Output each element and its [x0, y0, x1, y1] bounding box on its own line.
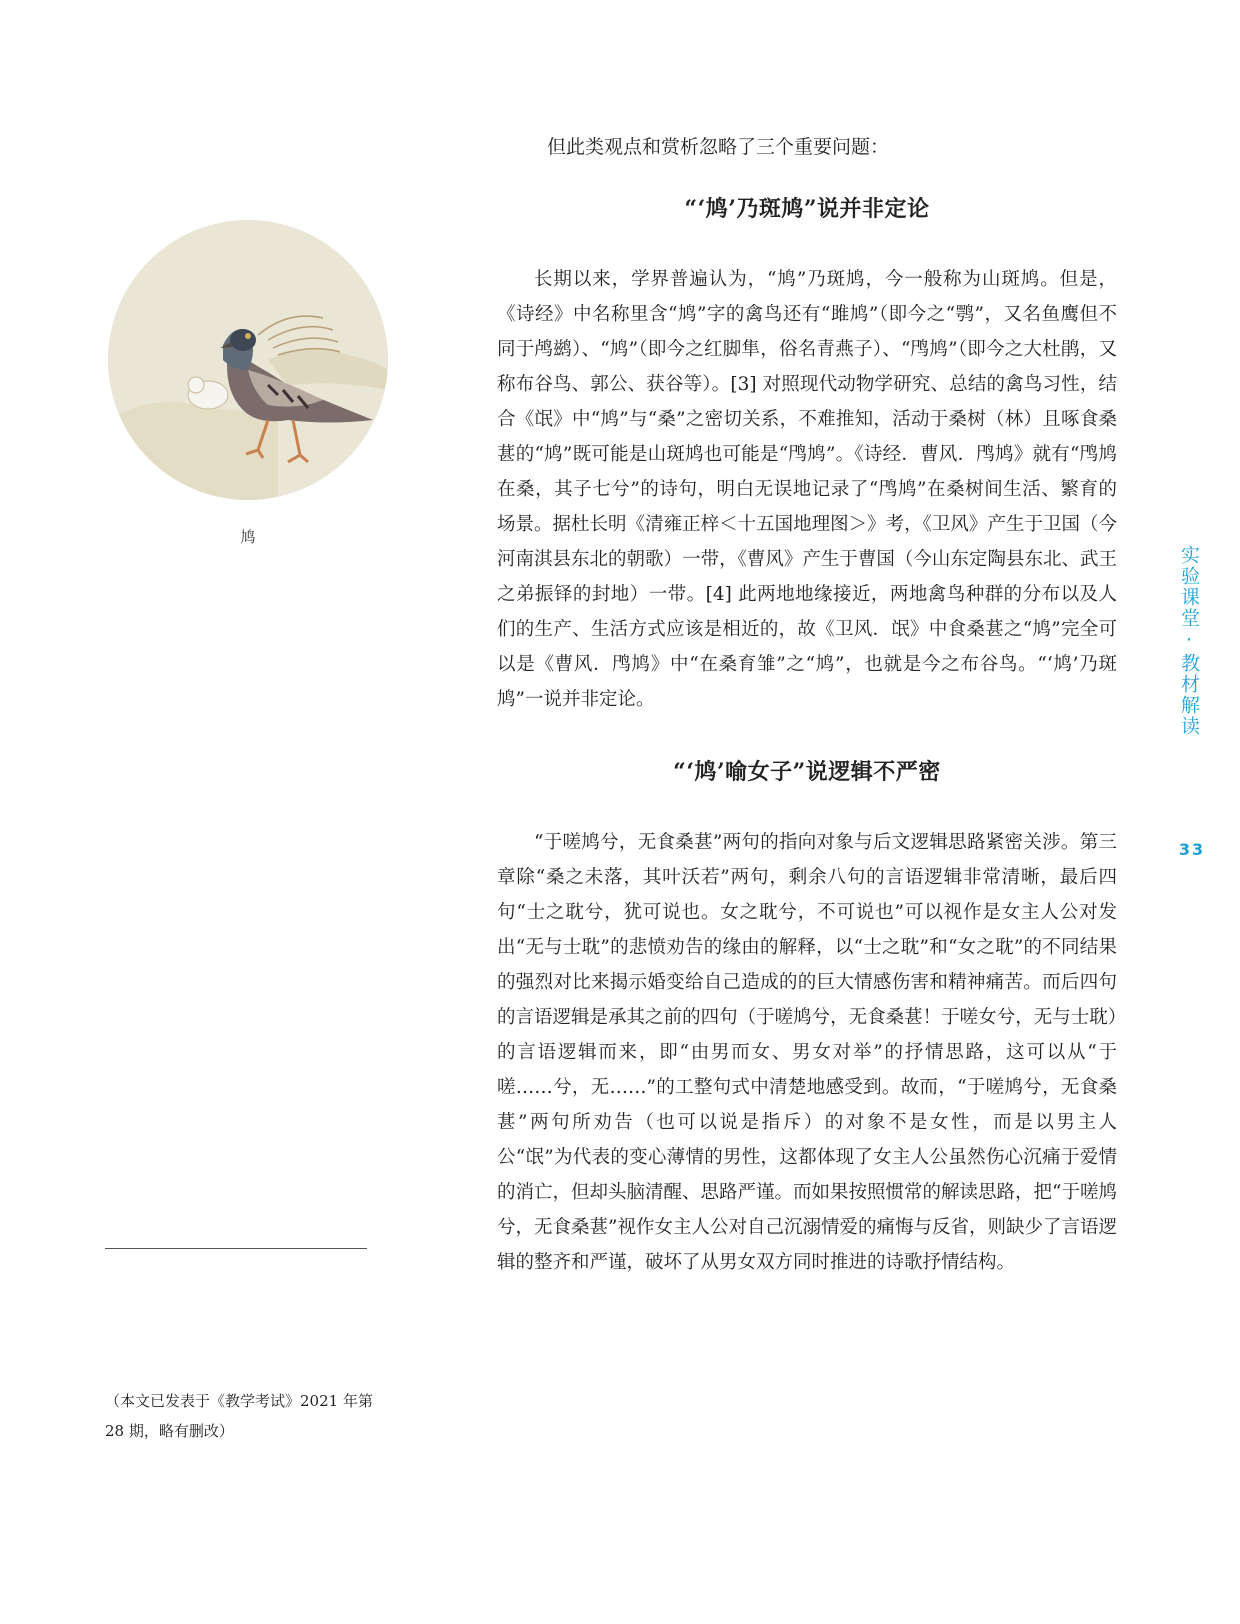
- section-heading-2: “‘鸠’喻女子”说逻辑不严密: [673, 759, 941, 785]
- section-paragraph-1: 长期以来，学界普遍认为，“鸠”乃斑鸠，今一般称为山斑鸠。但是，《诗经》中名称里含“鸠”字的禽鸟还有“雎鸠”（即今之“鹗”，又名鱼鹰但不同于鸬鹚）、“鸠”（即今之红脚隼，俗名青燕子）、“鸤鸠”（即今之大杜鹃，又称布谷鸟、郭公、获谷等）。[3] 对照现代动物学研究、总结的禽鸟习性，结合《氓》中“鸠”与“桑”之密切关系，不难推知，活动于桑树（林）且啄食桑葚的“鸠”既可能是山斑鸠也可能是“鸤鸠”。《诗经．曹风．鸤鸠》就有“鸤鸠在桑，其子七兮”的诗句，明白无误地记录了“鸤鸠”在桑树间生活、繁育的场景。据杜长明《清雍正梓＜十五国地理图＞》考，《卫风》产生于卫国（今河南淇县东北的朝歌）一带，《曹风》产生于曹国（今山东定陶县东北、武王之弟振铎的封地）一带。[4] 此两地地缘接近，两地禽鸟种群的分布以及人们的生产、生活方式应该是相近的，故《卫风．氓》中食桑葚之“鸠”完全可以是《曹风．鸤鸠》中“在桑育雏”之“鸠”，也就是今之布谷鸟。“‘鸠’乃斑鸠”一说并非定论。: [497, 269, 1117, 710]
- lead-sentence: 但此类观点和赏析忽略了三个重要问题：: [547, 136, 890, 158]
- page-number: 33: [1178, 840, 1206, 859]
- article-body: [497, 132, 1117, 1280]
- section-heading-1: “‘鸠’乃斑鸠”说并非定论: [684, 196, 930, 222]
- section-paragraph-2: “于嗟鸠兮，无食桑葚”两句的指向对象与后文逻辑思路紧密关涉。第三章除“桑之未落，其叶沃若”两句，剩余八句的言语逻辑非常清晰，最后四句“士之耽兮，犹可说也。女之耽兮，不可说也”可以视作是女主人公对发出“无与士耽”的悲愤劝告的缘由的解释，以“士之耽”和“女之耽”的不同结果的强烈对比来揭示婚变给自己造成的的巨大情感伤害和精神痛苦。而后四句的言语逻辑是承其之前的四句（于嗟鸠兮，无食桑葚！于嗟女兮，无与士耽）的言语逻辑而来，即“由男而女、男女对举”的抒情思路，这可以从“于嗟……兮，无……”的工整句式中清楚地感受到。故而，“于嗟鸠兮，无食桑葚”两句所劝告（也可以说是指斥）的对象不是女性，而是以男主人公“氓”为代表的变心薄情的男性，这都体现了女主人公虽然伤心沉痛于爱情的消亡，但却头脑清醒、思路严谨。而如果按照惯常的解读思路，把“于嗟鸠兮，无食桑葚”视作女主人公对自己沉溺情爱的痛悔与反省，则缺少了言语逻辑的整齐和严谨，破坏了从男女双方同时推进的诗歌抒情结构。: [497, 832, 1117, 1273]
- bird-illustration: [108, 220, 388, 500]
- section-tab-label: 实验课堂·教材解读: [1178, 545, 1200, 737]
- footnote-divider: [105, 1248, 367, 1249]
- figure-caption: 鸠: [240, 528, 256, 546]
- publication-note: （本文已发表于《教学考试》2021 年第 28 期，略有删改）: [105, 1392, 373, 1440]
